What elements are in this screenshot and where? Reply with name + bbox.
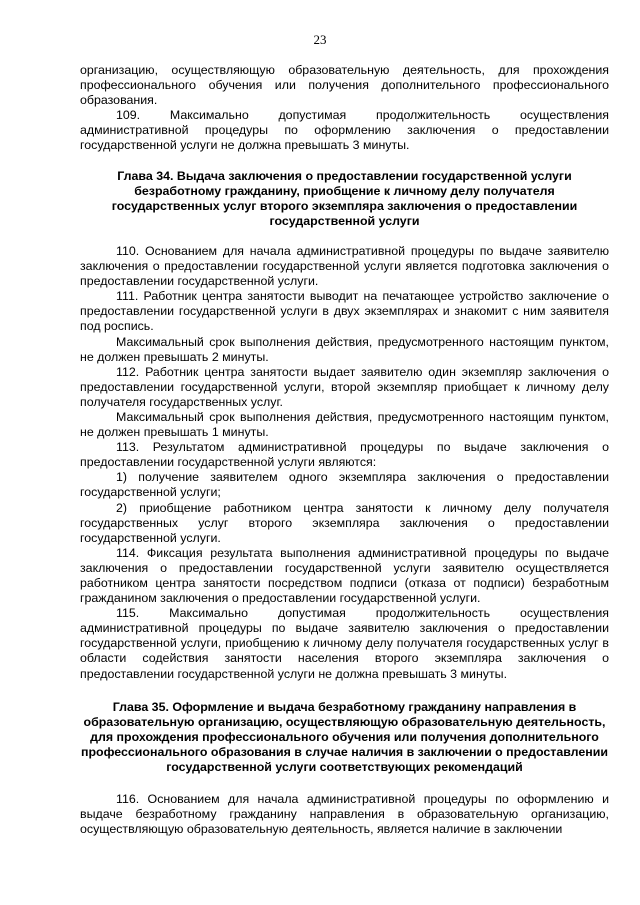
paragraph-109: 109. Максимально допустимая продолжительность осуществления административной процедуры по оформлению заключения о предоставлении государственной услуги не должна превышать 3 минуты. (80, 108, 609, 153)
paragraph-110: 110. Основанием для начала административной процедуры по выдаче заявителю заключения о предоставлении государственной услуги является подготовка заключения о предоставлении государственной услуги. (80, 243, 609, 289)
page-number: 23 (313, 32, 327, 47)
paragraph-113: 113. Результатом административной процедуры по выдаче заключения о предоставлении государственной услуги являются: (80, 440, 609, 470)
paragraph-114: 114. Фиксация результата выполнения административной процедуры по выдаче заключения о предоставлении государственной услуги заявителю осуществляется работником центра занятости посредством подписи (отказа от подписи) безработным гражданином заключения о предоставлении государственной услуги. (80, 545, 609, 606)
paragraph-116: 116. Основанием для начала административной процедуры по оформлению и выдаче безработному гражданину направления в образовательную организацию, осуществляющую образовательную деятельность, является наличие в заключении (80, 792, 609, 837)
chapter-35-heading: Глава 35. Оформление и выдача безработному гражданину направления в образовательную организацию, осуществляющую образовательную деятельность, для прохождения профессионального обучения или получения дополнительного профессионального образования в случае наличия в заключении о предоставлении государственной услуги соответствующих рекомендаций (81, 699, 608, 775)
paragraph-111-time-limit: Максимальный срок выполнения действия, предусмотренного настоящим пунктом, не должен превышать 2 минуты. (80, 334, 609, 364)
document-body (80, 63, 609, 837)
paragraph-115: 115. Максимально допустимая продолжительность осуществления административной процедуры по выдаче заявителю заключения о предоставлении государственной услуги, приобщению к личному делу получателя государственных услуг в области содействия занятости населения второго экземпляра заключения о предоставлении государственной услуги не должна превышать 3 минуты. (80, 606, 609, 681)
list-item-2: 2) приобщение работником центра занятости к личному делу получателя государственных услуг второго экземпляра заключения о предоставлении государственной услуги. (80, 500, 609, 545)
chapter-34-heading: Глава 34. Выдача заключения о предоставлении государственной услуги безработному гражданину, приобщение к личному делу получателя государственных услуг второго экземпляра заключения о предоставлении государственной услуги (111, 168, 578, 228)
paragraph: организацию, осуществляющую образовательную деятельность, для прохождения профессионального обучения или получения дополнительного профессионального образования. (80, 63, 609, 108)
paragraph-112-time-limit: Максимальный срок выполнения действия, предусмотренного настоящим пунктом, не должен превышать 1 минуты. (80, 409, 609, 440)
paragraph-111: 111. Работник центра занятости выводит на печатающее устройство заключение о предоставлении государственной услуги в двух экземплярах и знакомит с ним заявителя под роспись. (80, 289, 609, 334)
list-item-1: 1) получение заявителем одного экземпляра заключения о предоставлении государственной услуги; (80, 470, 609, 500)
paragraph-112: 112. Работник центра занятости выдает заявителю один экземпляр заключения о предоставлении государственной услуги, второй экземпляр приобщает к личному делу получателя государственных услуг. (80, 364, 609, 409)
